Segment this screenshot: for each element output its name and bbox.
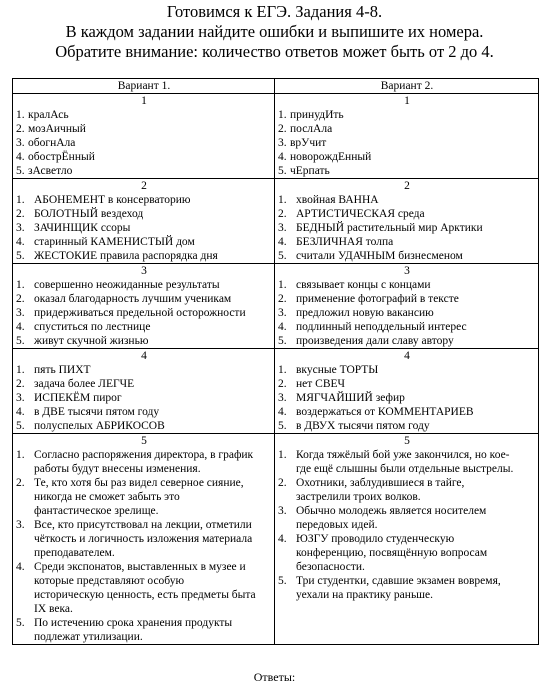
item-number: 2. (16, 208, 25, 220)
item-text: Среди экспонатов, выставленных в музее и которые представляют особую историческую ценность, есть предметы быта IX века. (34, 561, 256, 615)
item-text: произведения дали славу автору (296, 335, 454, 347)
task-row (13, 179, 539, 264)
variant-1-cell (13, 179, 275, 264)
item-number: 1. (278, 449, 287, 461)
item-text: По истечению срока хранения продукты подлежат утилизации. (34, 617, 233, 643)
list-item (16, 193, 272, 207)
item-number: 5. (278, 575, 287, 587)
item-text: принудИть (290, 109, 344, 121)
item-text: чЕрпать (290, 165, 330, 177)
table-header-row (13, 79, 539, 94)
list-item (278, 249, 536, 263)
list-item (278, 363, 536, 377)
header-note: Обратите внимание: количество ответов может быть от 2 до 4. (55, 42, 494, 61)
task-number: 5 (404, 435, 410, 447)
list-item (16, 221, 272, 235)
list-item (278, 532, 536, 574)
answers-label: Ответы: (253, 670, 296, 684)
item-text: послАла (290, 123, 333, 135)
list-item (16, 363, 272, 377)
answer-list (16, 108, 272, 178)
list-item (16, 235, 272, 249)
variant-2-cell (275, 179, 539, 264)
item-text: Те, кто хотя бы раз видел северное сияние, никогда не сможет забыть это фантастическое зрелище. (34, 477, 244, 517)
item-text: Охотники, заблудившиеся в тайге, застрелили троих волков. (296, 477, 465, 503)
task-number: 4 (404, 350, 410, 362)
list-item (278, 419, 536, 433)
item-text: Все, кто присутствовал на лекции, отметили чёткость и логичность изложения материала преподавателем. (34, 519, 253, 559)
list-item (278, 108, 536, 122)
item-number: 1. (278, 279, 287, 291)
item-number: 1. (16, 279, 25, 291)
variant-1-cell (13, 94, 275, 179)
item-number: 4. (278, 533, 287, 545)
task-row (13, 434, 539, 645)
list-item (278, 405, 536, 419)
item-text: нет СВЕЧ (296, 378, 345, 390)
list-item (16, 108, 272, 122)
item-number: 3. (278, 392, 287, 404)
item-number: 4. (16, 561, 25, 573)
item-text: ИСПЕКЁМ пирог (34, 392, 122, 404)
item-number: 1. (16, 109, 25, 121)
item-text: считали УДАЧНЫМ бизнесменом (296, 250, 463, 262)
item-text: хвойная ВАННА (296, 194, 379, 206)
answer-list (278, 108, 536, 178)
task-row (13, 349, 539, 434)
item-text: обострЁнный (28, 151, 95, 163)
item-number: 5. (16, 250, 25, 262)
item-number: 2. (16, 293, 25, 305)
list-item (16, 419, 272, 433)
item-number: 3. (16, 519, 25, 531)
item-text: связывает концы с концами (296, 279, 431, 291)
list-item (16, 207, 272, 221)
item-number: 2. (16, 477, 25, 489)
item-text: в ДВЕ тысячи пятом году (34, 406, 160, 418)
list-item (278, 221, 536, 235)
item-number: 5. (16, 165, 25, 177)
tasks-body (13, 94, 539, 645)
item-number: 4. (278, 406, 287, 418)
item-number: 3. (278, 222, 287, 234)
item-number: 5. (278, 250, 287, 262)
list-item (278, 150, 536, 164)
item-number: 1. (16, 449, 25, 461)
variant-1-cell (13, 349, 275, 434)
variant-2-cell (275, 264, 539, 349)
list-item (278, 278, 536, 292)
exercise-table (12, 78, 539, 645)
list-item (278, 320, 536, 334)
list-item (16, 405, 272, 419)
item-number: 4. (16, 151, 25, 163)
variant-1-cell (13, 264, 275, 349)
item-text: врУчит (290, 137, 327, 149)
item-text: ЮЗГУ проводило студенческую конференцию, посвящённую вопросам безопасности. (296, 533, 488, 573)
item-number: 4. (16, 236, 25, 248)
item-text: Согласно распоряжения директора, в график работы будут внесены изменения. (34, 449, 254, 475)
variant-2-cell (275, 94, 539, 179)
item-text: в ДВУХ тысячи пятом году (296, 420, 430, 432)
list-item (16, 448, 272, 476)
task-number: 4 (141, 350, 147, 362)
list-item (278, 377, 536, 391)
list-item (278, 476, 536, 504)
item-text: Обычно молодежь является носителем передовых идей. (296, 505, 487, 531)
item-number: 5. (16, 617, 25, 629)
item-text: АРТИСТИЧЕСКАЯ среда (296, 208, 425, 220)
answer-list (278, 278, 536, 348)
answer-list (278, 193, 536, 263)
item-text: АБОНЕМЕНТ в консерваторию (34, 194, 191, 206)
item-text: живут скучной жизнью (34, 335, 149, 347)
list-item (16, 560, 272, 616)
answer-list (16, 278, 272, 348)
variant-2-cell (275, 434, 539, 645)
list-item (16, 249, 272, 263)
variant-2-cell (275, 349, 539, 434)
item-number: 1. (278, 364, 287, 376)
item-text: БОЛОТНЫЙ вездеход (34, 208, 144, 220)
item-number: 3. (16, 222, 25, 234)
item-text: ЖЕСТОКИЕ правила распорядка дня (34, 250, 218, 262)
list-item (16, 391, 272, 405)
list-item (278, 207, 536, 221)
list-item (278, 448, 536, 476)
item-text: воздержаться от КОММЕНТАРИЕВ (296, 406, 474, 418)
header-instruction: В каждом задании найдите ошибки и выпишите их номера. (65, 22, 484, 41)
task-row (13, 94, 539, 179)
list-item (16, 164, 272, 178)
item-number: 4. (278, 321, 287, 333)
item-number: 2. (16, 378, 25, 390)
item-text: Три студентки, сдавшие экзамен вовремя, уехали на практику раньше. (296, 575, 501, 601)
item-number: 2. (278, 123, 287, 135)
item-text: обогнАла (28, 137, 76, 149)
item-number: 1. (16, 364, 25, 376)
list-item (16, 122, 272, 136)
item-text: МЯГЧАЙШИЙ зефир (296, 392, 405, 404)
item-text: зАсветло (28, 165, 73, 177)
answer-list (278, 448, 536, 602)
list-item (278, 193, 536, 207)
list-item (278, 306, 536, 320)
item-text: совершенно неожиданные результаты (34, 279, 220, 291)
list-item (16, 278, 272, 292)
task-number: 5 (141, 435, 147, 447)
item-number: 3. (16, 392, 25, 404)
item-text: применение фотографий в тексте (296, 293, 459, 305)
item-number: 4. (16, 406, 25, 418)
answer-list (16, 363, 272, 433)
item-text: оказал благодарность лучшим ученикам (34, 293, 232, 305)
list-item (16, 136, 272, 150)
item-number: 3. (16, 137, 25, 149)
item-number: 5. (278, 165, 287, 177)
item-number: 2. (278, 378, 287, 390)
item-text: Когда тяжёлый бой уже закончился, но кое- где ещё слышны были отдельные выстрелы. (296, 449, 514, 475)
header-title: Готовимся к ЕГЭ. Задания 4-8. (166, 2, 383, 21)
item-text: полуспелых АБРИКОСОВ (34, 420, 165, 432)
task-number: 3 (404, 265, 410, 277)
task-number: 1 (404, 95, 410, 107)
list-item (278, 334, 536, 348)
item-number: 4. (16, 321, 25, 333)
list-item (16, 306, 272, 320)
item-text: старинный КАМЕНИСТЫЙ дом (34, 236, 195, 248)
task-row (13, 264, 539, 349)
list-item (278, 122, 536, 136)
task-number: 3 (141, 265, 147, 277)
item-number: 1. (16, 194, 25, 206)
column-header-variant-1: Вариант 1. (13, 79, 275, 94)
item-number: 5. (278, 420, 287, 432)
item-number: 3. (278, 505, 287, 517)
item-text: задача более ЛЕГЧЕ (34, 378, 135, 390)
item-number: 2. (278, 208, 287, 220)
item-text: БЕЗЛИЧНАЯ толпа (296, 236, 394, 248)
task-number: 2 (141, 180, 147, 192)
item-text: мозАичный (28, 123, 86, 135)
item-text: ЗАЧИНЩИК ссоры (34, 222, 131, 234)
variant-1-cell (13, 434, 275, 645)
list-item (16, 334, 272, 348)
list-item (16, 150, 272, 164)
item-number: 3. (278, 307, 287, 319)
item-number: 5. (16, 335, 25, 347)
item-number: 2. (278, 477, 287, 489)
list-item (16, 476, 272, 518)
item-text: пять ПИХТ (34, 364, 91, 376)
item-number: 2. (278, 293, 287, 305)
item-number: 3. (278, 137, 287, 149)
answer-list (278, 363, 536, 433)
list-item (278, 292, 536, 306)
item-text: спуститься по лестнице (34, 321, 151, 333)
task-number: 1 (141, 95, 147, 107)
item-text: вкусные ТОРТЫ (296, 364, 379, 376)
list-item (278, 136, 536, 150)
item-text: кралАсь (28, 109, 69, 121)
list-item (278, 235, 536, 249)
item-number: 2. (16, 123, 25, 135)
list-item (278, 164, 536, 178)
item-number: 4. (278, 236, 287, 248)
list-item (16, 377, 272, 391)
column-header-variant-2: Вариант 2. (275, 79, 539, 94)
item-text: предложил новую вакансию (296, 307, 434, 319)
item-number: 1. (278, 109, 287, 121)
item-text: новорождЕнный (290, 151, 372, 163)
list-item (16, 518, 272, 560)
item-number: 5. (278, 335, 287, 347)
item-text: придерживаться предельной осторожности (34, 307, 246, 319)
list-item (278, 574, 536, 602)
list-item (278, 504, 536, 532)
item-text: подлинный неподдельный интерес (296, 321, 467, 333)
item-number: 4. (278, 151, 287, 163)
list-item (16, 292, 272, 306)
list-item (278, 391, 536, 405)
task-number: 2 (404, 180, 410, 192)
item-number: 5. (16, 420, 25, 432)
item-text: БЕДНЫЙ растительный мир Арктики (296, 222, 483, 234)
list-item (16, 320, 272, 334)
item-number: 1. (278, 194, 287, 206)
answer-list (16, 193, 272, 263)
list-item (16, 616, 272, 644)
page-header (0, 2, 549, 62)
item-number: 3. (16, 307, 25, 319)
answer-list (16, 448, 272, 644)
